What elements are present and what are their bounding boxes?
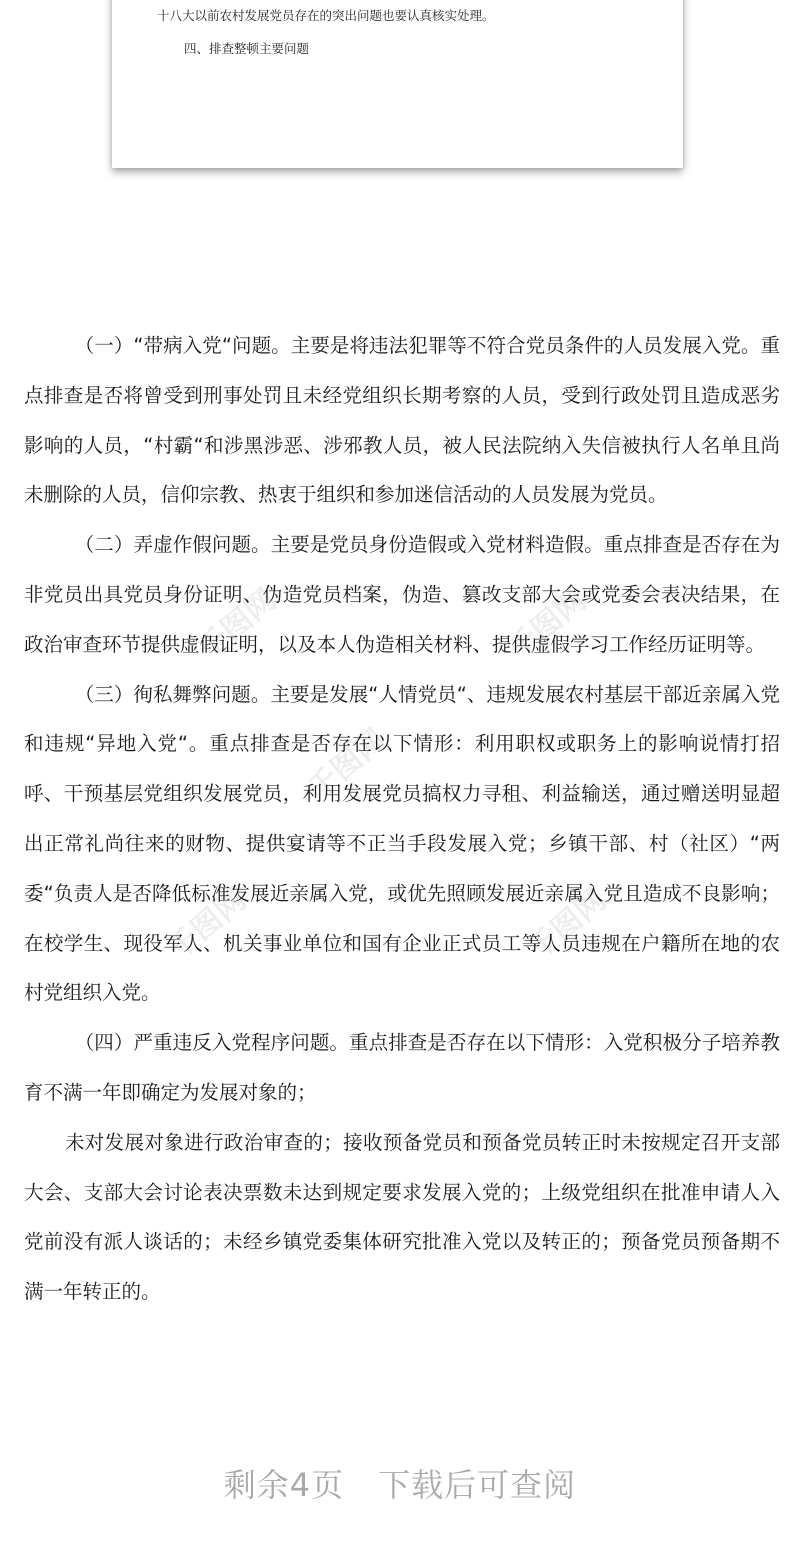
paragraph-3: （三）徇私舞弊问题。主要是发展“人情党员“、违规发展农村基层干部近亲属入党和违规“异地入党“。重点排查是否存在以下情形：利用职权或职务上的影响说情打招呼、干预基层党组织发展党员，利用发展党员搞权力寻租、利益输送，通过赠送明显超出正常礼尚往来的财物、提供宴请等不正当手段发展入党；乡镇干部、村（社区）“两委“负责人是否降低标准发展近亲属入党，或优先照顾发展近亲属入党且造成不良影响；在校学生、现役军人、机关事业单位和国有企业正式员工等人员违规在户籍所在地的农村党组织入党。 bbox=[24, 682, 780, 1005]
preview-page-card bbox=[112, 0, 683, 168]
remaining-pages-label: 剩余4页 bbox=[223, 1466, 345, 1504]
remaining-pages-banner[interactable] bbox=[0, 1460, 800, 1506]
paragraph-2: （二）弄虚作假问题。主要是党员身份造假或入党材料造假。重点排查是否存在为非党员出具党员身份证明、伪造党员档案，伪造、篡改支部大会或党委会表决结果，在政治审查环节提供虚假证明，以及本人伪造相关材料、提供虚假学习工作经历证明等。 bbox=[24, 533, 780, 656]
preview-line-1: 十八大以前农村发展党员存在的突出问题也要认真核实处理。 bbox=[157, 8, 495, 23]
preview-heading: 四、排查整顿主要问题 bbox=[184, 41, 310, 56]
watermark: 千图网 bbox=[301, 722, 393, 808]
paragraph-5: 未对发展对象进行政治审查的；接收预备党员和预备党员转正时未按规定召开支部大会、支部大会讨论表决票数未达到规定要求发展入党的；上级党组织在批准申请人入党前没有派人谈话的；未经乡镇党委集体研究批准入党以及转正的；预备党员预备期不满一年转正的。 bbox=[24, 1130, 780, 1304]
paragraph-4: （四）严重违反入党程序问题。重点排查是否存在以下情形：入党积极分子培养教育不满一年即确定为发展对象的； bbox=[24, 1031, 780, 1104]
watermark: 千图网 bbox=[501, 582, 593, 668]
document-body bbox=[24, 321, 780, 1317]
download-to-view-label: 下载后可查阅 bbox=[378, 1466, 577, 1504]
watermark: 千图网 bbox=[161, 882, 253, 968]
watermark: 千图网 bbox=[191, 582, 283, 668]
watermark: 千图网 bbox=[521, 882, 613, 968]
paragraph-1: （一）“带病入党“问题。主要是将违法犯罪等不符合党员条件的人员发展入党。重点排查是否将曾受到刑事处罚且未经党组织长期考察的人员，受到行政处罚且造成恶劣影响的人员，“村霸“和涉黑涉恶、涉邪教人员，被人民法院纳入失信被执行人名单且尚未删除的人员，信仰宗教、热衷于组织和参加迷信活动的人员发展为党员。 bbox=[24, 334, 780, 507]
